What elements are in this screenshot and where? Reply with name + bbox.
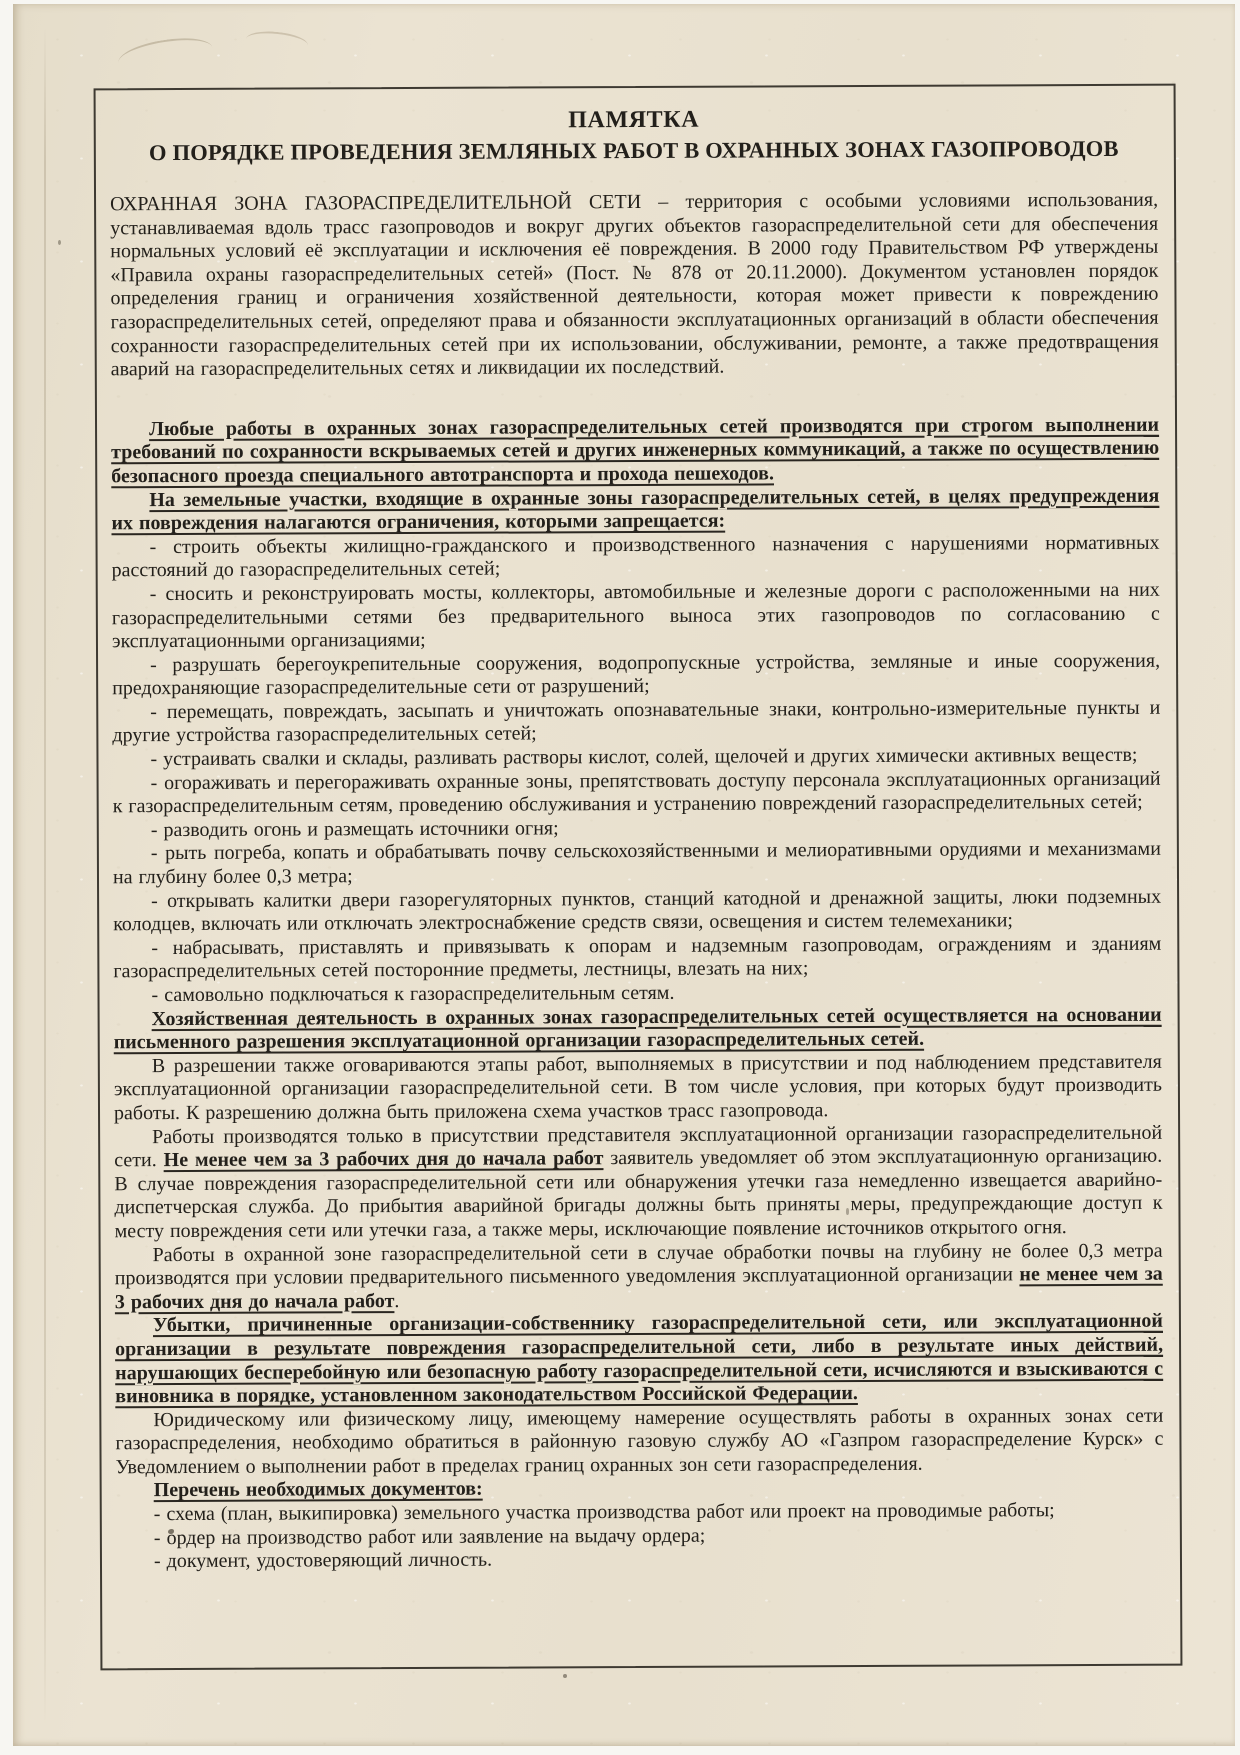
emphasis-paragraph-documents-heading: Перечень необходимых документов: xyxy=(153,1478,483,1502)
paper-edge-crease xyxy=(44,28,46,1726)
document-title: ПАМЯТКА xyxy=(568,106,700,134)
document-subtitle: О ПОРЯДКЕ ПРОВЕДЕНИЯ ЗЕМЛЯНЫХ РАБОТ В ОХРАННЫХ ЗОНАХ ГАЗОПРОВОДОВ xyxy=(148,135,1119,166)
paper-speck xyxy=(563,1674,567,1678)
document-frame xyxy=(94,84,1183,1671)
restriction-item-build: - строить объекты жилищно-гражданского и производственного назначения с нарушениями нормативных расстояний до газораспределительных сетей; xyxy=(111,531,1160,582)
restriction-item-fence: - огораживать и перегораживать охранные зоны, препятствовать доступу персонала эксплуатационных организаций к газораспределительным сетям, проведению обслуживания и устранению повреждений газораспределительных сетей; xyxy=(112,767,1161,818)
restriction-item-attach: - набрасывать, приставлять и привязывать к опорам и надземным газопроводам, ограждениям и зданиям газораспределительных сетей посторонние предметы, лестницы, влезать на них; xyxy=(113,932,1162,983)
body-paragraph-application: Юридическому или физическому лицу, имеющему намерение осуществлять работы в охранных зонах сети газораспределения, необходимо обратиться в районную газовую службу АО «Газпром газораспределение Курск» с Уведомлением о выполнении работ в пределах границ охранных зон сети газораспределения. xyxy=(115,1404,1164,1479)
restriction-item-unauthorized-connect: - самовольно подключаться к газораспределительным сетям. xyxy=(151,981,675,1007)
restriction-item-destroy: - разрушать берегоукрепительные сооружения, водопропускные устройства, земляные и иные сооружения, предохраняющие газораспределительные сети от разрушений; xyxy=(112,649,1161,700)
emphasis-paragraph-damages: Убытки, причиненные организации-собственнику газораспределительной сети, или эксплуатационной организации в результате повреждения газораспределительной сети, либо в результате иных действий, нарушающих бесперебойную или безопасную работу газораспределительной сети, исчисляются и взыскиваются с виновника в порядке, установленном законодательством Российской Федерации. xyxy=(115,1310,1164,1408)
emphasis-paragraph-any-works: Любые работы в охранных зонах газораспределительных сетей производятся при строгом выполнении требований по сохранности вскрываемых сетей и других инженерных коммуникаций, а также по осуществлению безопасного проезда специального автотранспорта и прохода пешеходов. xyxy=(111,413,1160,488)
emphasis-paragraph-restrictions-intro: На земельные участки, входящие в охранные зоны газораспределительных сетей, в целях предупреждения их повреждения налагаются ограничения, которыми запрещается: xyxy=(111,484,1160,535)
restriction-item-open-gates: - открывать калитки двери газорегуляторных пунктов, станций катодной и дренажной защиты, люки подземных колодцев, включать или отключать электроснабжение средств связи, освещения и систем телемеханики; xyxy=(113,885,1162,936)
document-item-scheme: - схема (план, выкипировка) земельного участка производства работ или проект на проводимые работы; xyxy=(153,1499,1055,1526)
document-item-order: - ордер на производство работ или заявление на выдачу ордера; xyxy=(153,1524,706,1549)
document-item-id: - документ, удостоверяющий личность. xyxy=(153,1548,493,1573)
restriction-item-demolish: - сносить и реконструировать мосты, коллекторы, автомобильные и железные дороги с расположенными на них газораспределительными сетями без предварительного выноса этих газопроводов по согласованию с эксплуатационными организациями; xyxy=(111,578,1160,653)
body-paragraph-permission-details: В разрешении также оговариваются этапы работ, выполняемых в присутствии и под наблюдением представителя эксплуатационной организации газораспределительной сети. В том числе условия, при которых будут производить работы. К разрешению должна быть приложена схема участков трасс газопровода. xyxy=(113,1050,1162,1125)
paper-speck xyxy=(58,240,61,245)
body-paragraph-works-procedure: Работы производятся только в присутствии представителя эксплуатационной организации газораспределительной сети. Не менее чем за 3 рабочих дня до начала работ заявитель уведомляет об этом эксплуатационную организацию. В случае повреждения газораспределительной сети или обнаружения утечки газа немедленно извещается аварийно-диспетчерская служба. До прибытия аварийной бригады должны быть приняты меры, предупреждающие доступ к месту повреждения сети или утечки газа, а также меры, исключающие появление источников открытого огня. xyxy=(114,1121,1163,1243)
restriction-item-dumps: - устраивать свалки и склады, разливать растворы кислот, солей, щелочей и других химически активных веществ; xyxy=(150,743,1138,771)
emphasis-paragraph-permission: Хозяйственная деятельность в охранных зонах газораспределительных сетей осуществляется на основании письменного разрешения эксплуатационной организации газораспределительных сетей. xyxy=(113,1003,1162,1054)
paragraph-spacer xyxy=(111,377,1159,418)
body-paragraph-shallow-works: Работы в охранной зоне газораспределительной сети в случае обработки почвы на глубину не более 0,3 метра производятся при условии предварительного письменного уведомления эксплуатационной организации не менее чем за 3 рабочих дня до начала работ. xyxy=(114,1239,1163,1314)
restriction-item-dig: - рыть погреба, копать и обрабатывать почву сельскохозяйственными и мелиоративными орудиями и механизмами на глубину более 0,3 метра; xyxy=(112,838,1161,889)
restriction-item-move-signs: - перемещать, повреждать, засыпать и уничтожать опознавательные знаки, контрольно-измерительные пункты и другие устройства газораспределительных сетей; xyxy=(112,696,1161,747)
restriction-item-fire: - разводить огонь и размещать источники огня; xyxy=(150,817,559,841)
lead-definition-paragraph: ОХРАННАЯ ЗОНА ГАЗОРАСПРЕДЕЛИТЕЛЬНОЙ СЕТИ – территория с особыми условиями использования, устанавливаемая вдоль трасс газопроводов и вокруг других объектов газораспределительной сети для обеспечения нормальных условий её эксплуатации и исключения её повреждения. В 2000 году Правительством РФ утверждены «Правила охраны газораспределительных сетей» (Пост. № 878 от 20.11.2000). Документом установлен порядок определения границ и ограничения хозяйственной деятельности, которая может привести к повреждению газораспределительных сетей, определяют права и обязанности эксплуатационных организаций в области обеспечения сохранности газораспределительных сетей при их использовании, обслуживании, ремонте, а также предотвращения аварий на газораспределительных сетях и ликвидации их последствий. xyxy=(110,188,1159,381)
document-body xyxy=(110,189,1164,1574)
